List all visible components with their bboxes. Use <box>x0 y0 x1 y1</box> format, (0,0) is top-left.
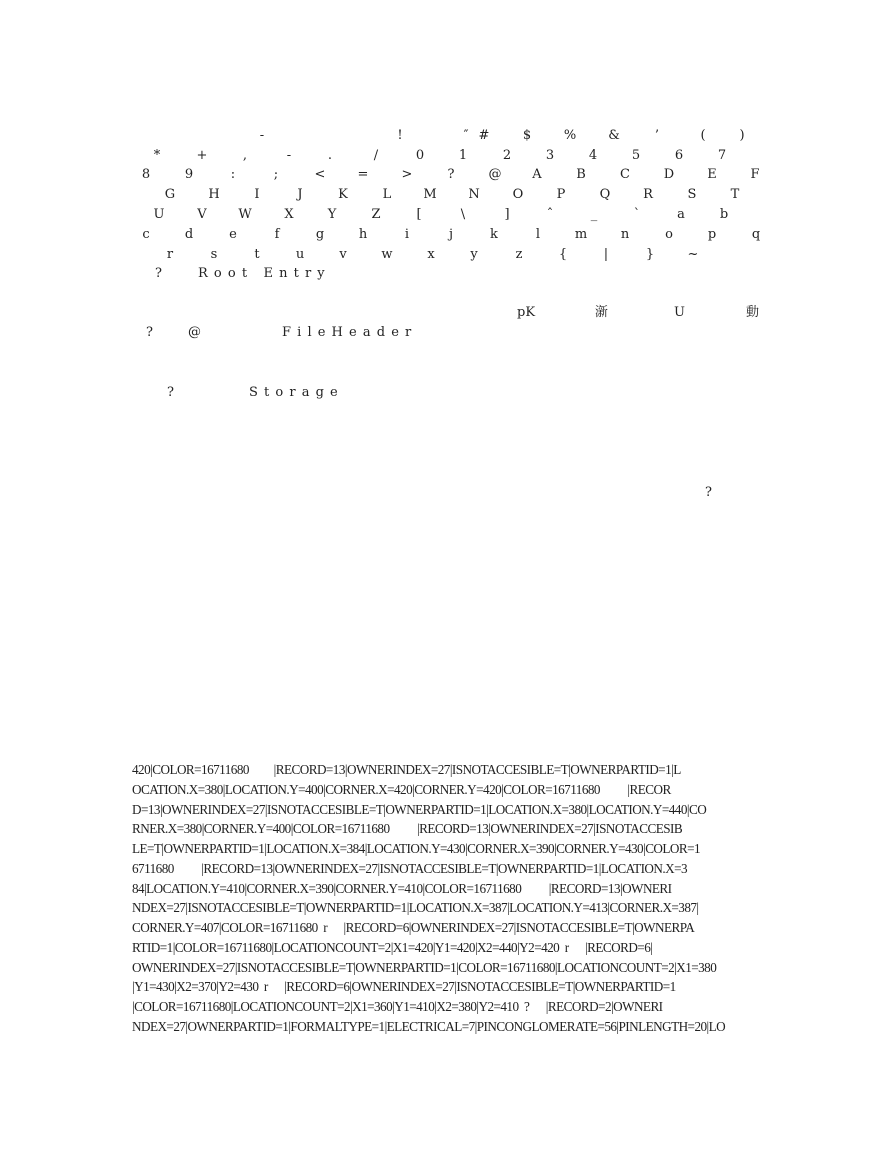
glyph-row <box>0 225 893 245</box>
glyph: D <box>663 167 675 182</box>
glyph: L <box>382 187 392 202</box>
glyph: ’ <box>654 128 660 143</box>
glyph: + <box>196 148 208 163</box>
glyph: 2 <box>502 148 512 163</box>
glyph: 7 <box>717 148 727 163</box>
glyph: * <box>153 148 161 163</box>
glyph-row <box>0 185 893 205</box>
glyph: v <box>339 247 347 262</box>
glyph: o <box>665 227 673 242</box>
glyph: e <box>229 227 237 242</box>
glyph: h <box>358 227 368 242</box>
record-line: OCATION.X=380|LOCATION.Y=400|CORNER.X=420|CORNER.Y=420|COLOR=16711680 |RECOR <box>132 781 671 797</box>
glyph: J <box>297 187 303 202</box>
glyph: . <box>327 148 333 163</box>
glyph: F <box>750 167 760 182</box>
glyph: p <box>707 227 717 242</box>
glyph: % <box>563 128 577 143</box>
record-line: 420|COLOR=16711680 |RECORD=13|OWNERINDEX=27|ISNOTACCESIBLE=T|OWNERPARTID=1|L <box>132 762 681 777</box>
glyph-row <box>0 165 893 185</box>
glyph: H <box>208 187 220 202</box>
glyph: N <box>468 187 480 202</box>
glyph: a <box>677 207 685 222</box>
glyph: s <box>210 247 218 262</box>
glyph: \ <box>460 207 466 222</box>
glyph: 4 <box>588 148 598 163</box>
glyph: ] <box>504 207 510 222</box>
glyph: y <box>470 247 478 262</box>
glyph: ! <box>397 128 403 143</box>
glyph: t <box>254 247 260 262</box>
glyph: O <box>512 187 524 202</box>
storage-mark: ? <box>167 385 174 400</box>
header-char-1: pK <box>517 305 536 320</box>
glyph: X <box>284 207 294 222</box>
file-header-label: F i l e H e a d e r <box>282 325 413 340</box>
glyph: = <box>357 167 369 182</box>
glyph: 1 <box>458 148 468 163</box>
glyph: ; <box>273 167 279 182</box>
root-entry-mark: ? <box>155 266 162 281</box>
glyph: V <box>197 207 207 222</box>
glyph-row <box>0 126 893 146</box>
record-text-block <box>132 760 762 1037</box>
glyph: } <box>645 247 655 262</box>
glyph: C <box>620 167 630 182</box>
record-line: CORNER.Y=407|COLOR=16711680 r |RECORD=6|OWNERINDEX=27|ISNOTACCESIBLE=T|OWNERPA <box>132 920 695 935</box>
glyph: : <box>230 167 236 182</box>
glyph: 5 <box>631 148 641 163</box>
glyph: | <box>603 247 609 262</box>
glyph: M <box>423 187 437 202</box>
glyph: ? <box>447 167 455 182</box>
glyph: i <box>404 227 410 242</box>
glyph: K <box>338 187 348 202</box>
glyph: > <box>401 167 413 182</box>
glyph-row <box>0 146 893 166</box>
storage-label: S t o r a g e <box>249 385 339 400</box>
record-line: NDEX=27|OWNERPARTID=1|FORMALTYPE=1|ELECTRICAL=7|PINCONGLOMERATE=56|PINLENGTH=20|LO <box>132 1018 726 1034</box>
glyph: $ <box>522 128 532 143</box>
glyph: I <box>254 187 260 202</box>
glyph: Y <box>327 207 337 222</box>
glyph: B <box>576 167 586 182</box>
glyph: < <box>314 167 326 182</box>
record-line: RTID=1|COLOR=16711680|LOCATIONCOUNT=2|X1=420|Y1=420|X2=440|Y2=420 r |RECORD=6| <box>132 939 653 955</box>
record-line: NDEX=27|ISNOTACCESIBLE=T|OWNERPARTID=1|LOCATION.X=387|LOCATION.Y=413|CORNER.X=387| <box>132 900 699 916</box>
glyph: ` <box>633 207 641 222</box>
stray-question-mark: ? <box>705 485 712 500</box>
glyph: R <box>643 187 653 202</box>
glyph: x <box>427 247 435 262</box>
glyph: z <box>515 247 523 262</box>
glyph: n <box>620 227 630 242</box>
header-char-4: 動 <box>746 305 760 320</box>
glyph: S <box>687 187 697 202</box>
record-line: 84|LOCATION.Y=410|CORNER.X=390|CORNER.Y=410|COLOR=16711680 |RECORD=13|OWNERI <box>132 880 672 896</box>
glyph: r <box>166 247 174 262</box>
root-entry-label: R o o t E n t r y <box>198 266 326 281</box>
glyph: ) <box>739 128 745 143</box>
glyph: { <box>558 247 568 262</box>
glyph: & <box>608 128 620 143</box>
glyph: ~ <box>687 247 699 262</box>
glyph: g <box>315 227 325 242</box>
glyph: 6 <box>674 148 684 163</box>
glyph: u <box>295 247 305 262</box>
glyph: l <box>535 227 541 242</box>
record-line: LE=T|OWNERPARTID=1|LOCATION.X=384|LOCATION.Y=430|CORNER.X=390|CORNER.Y=430|COLOR=1 <box>132 841 701 856</box>
record-line: |Y1=430|X2=370|Y2=430 r |RECORD=6|OWNERINDEX=27|ISNOTACCESIBLE=T|OWNERPARTID=1 <box>132 979 676 995</box>
glyph: 3 <box>545 148 555 163</box>
glyph: Z <box>371 207 381 222</box>
glyph: / <box>373 148 379 163</box>
record-line: D=13|OWNERINDEX=27|ISNOTACCESIBLE=T|OWNERPARTID=1|LOCATION.X=380|LOCATION.Y=440|CO <box>132 801 707 817</box>
record-line: |COLOR=16711680|LOCATIONCOUNT=2|X1=360|Y1=410|X2=380|Y2=410 ? |RECORD=2|OWNERI <box>132 999 663 1014</box>
glyph: ( <box>700 128 706 143</box>
glyph: m <box>574 227 588 242</box>
glyph: G <box>164 187 176 202</box>
glyph: 0 <box>415 148 425 163</box>
record-line: RNER.X=380|CORNER.Y=400|COLOR=16711680 |RECORD=13|OWNERINDEX=27|ISNOTACCESIB <box>132 821 683 837</box>
header-char-3: U <box>674 305 685 320</box>
glyph: [ <box>416 207 422 222</box>
glyph: , <box>242 148 248 163</box>
glyph: U <box>153 207 165 222</box>
glyph: # <box>478 128 490 143</box>
glyph: - <box>286 148 292 163</box>
file-header-mark: ? <box>146 325 153 340</box>
glyph: A <box>532 167 542 182</box>
glyph: b <box>719 207 729 222</box>
glyph: k <box>490 227 498 242</box>
glyph: 9 <box>184 167 194 182</box>
glyph: E <box>707 167 717 182</box>
glyph-row <box>0 245 893 265</box>
glyph: @ <box>488 167 502 182</box>
glyph: 8 <box>141 167 151 182</box>
glyph: _ <box>590 207 598 222</box>
glyph: P <box>556 187 566 202</box>
glyph: c <box>142 227 150 242</box>
glyph: ″ <box>463 128 469 143</box>
glyph: Q <box>599 187 611 202</box>
glyph: d <box>184 227 194 242</box>
glyph: - <box>259 128 265 143</box>
glyph: ˆ <box>546 207 554 222</box>
glyph: j <box>448 227 454 242</box>
glyph: W <box>238 207 252 222</box>
glyph: w <box>381 247 393 262</box>
glyph: f <box>274 227 280 242</box>
glyph-row <box>0 205 893 225</box>
glyph: q <box>751 227 761 242</box>
record-line: OWNERINDEX=27|ISNOTACCESIBLE=T|OWNERPARTID=1|COLOR=16711680|LOCATIONCOUNT=2|X1=380 <box>132 959 717 975</box>
record-line: 6711680 |RECORD=13|OWNERINDEX=27|ISNOTACCESIBLE=T|OWNERPARTID=1|LOCATION.X=3 <box>132 860 688 876</box>
glyph: T <box>730 187 740 202</box>
header-char-2: 澵 <box>595 305 609 320</box>
file-header-at: @ <box>188 325 201 340</box>
